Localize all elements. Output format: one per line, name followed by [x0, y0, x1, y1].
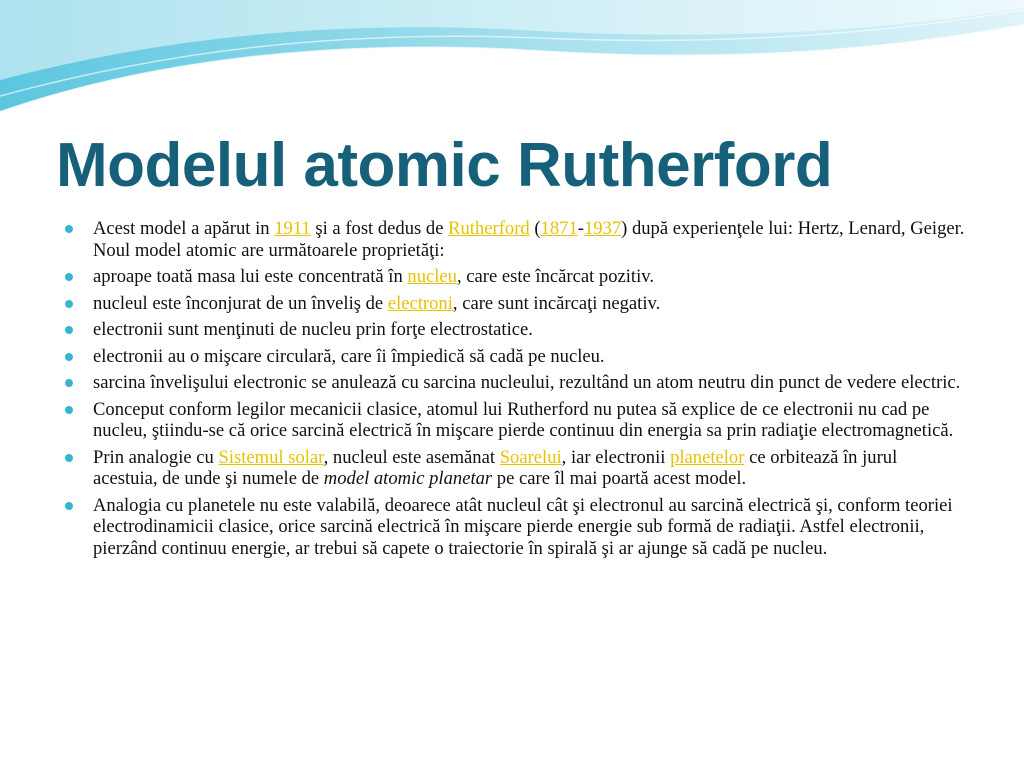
emphasis-text: model atomic planetar — [323, 468, 493, 489]
bullet-icon — [65, 353, 73, 361]
link-soarelui[interactable]: Soarelui — [499, 446, 562, 468]
bullet-icon — [65, 225, 73, 233]
bullet-icon — [65, 502, 73, 510]
link-sistemul-solar[interactable]: Sistemul solar — [218, 446, 324, 468]
bullet-icon — [65, 326, 73, 334]
link-1871[interactable]: 1871 — [540, 218, 578, 239]
bullet-item: sarcina învelişului electronic se anulează cu sarcina nucleului, rezultând un atom neutru din punct de vedere electric. — [65, 372, 965, 394]
bullet-icon — [65, 379, 73, 387]
link-nucleu[interactable]: nucleu — [407, 266, 457, 287]
link-1937[interactable]: 1937 — [583, 218, 622, 239]
bullet-icon — [65, 406, 73, 414]
bullet-item: nucleul este înconjurat de un înveliş de electroni, care sunt incărcaţi negativ. — [65, 293, 965, 315]
header-wave-decoration — [0, 0, 1024, 130]
link-1911[interactable]: 1911 — [274, 218, 311, 239]
bullet-icon — [65, 273, 73, 281]
bullet-item: aproape toată masa lui este concentrată în nucleu, care este încărcat pozitiv. — [65, 266, 965, 288]
bullet-item: Conceput conform legilor mecanicii clasice, atomul lui Rutherford nu putea să explice de ce electronii nu cad pe nucleu, ştiindu-se că orice sarcină electrică în mişcare pierde continuu din energia sa prin radiaţie electromagnetică. — [65, 399, 965, 442]
bullet-item: Acest model a apărut in 1911 şi a fost dedus de Rutherford (1871-1937) după experienţele lui: Hertz, Lenard, Geiger. Noul model atomic are următoarele proprietăţi: — [65, 218, 965, 261]
bullet-icon — [65, 454, 73, 462]
link-planetelor[interactable]: planetelor — [670, 446, 745, 468]
link-electroni[interactable]: electroni — [387, 292, 453, 314]
bullet-item: Analogia cu planetele nu este valabilă, deoarece atât nucleul cât şi electronul au sarcină electrică şi, conform teoriei electrodinamicii clasice, orice sarcină electrică în mişcare pierde energie sub formă de radiaţii. Astfel electronii, pierzând continuu energie, ar trebui să capete o traiectorie în spirală şi ar ajunge să cadă pe nucleu. — [65, 495, 965, 560]
link-rutherford[interactable]: Rutherford — [448, 218, 530, 239]
bullet-list — [65, 218, 965, 564]
bullet-item: electronii au o mişcare circulară, care îi împiedică să cadă pe nucleu. — [65, 346, 965, 368]
bullet-item: electronii sunt menţinuti de nucleu prin forţe electrostatice. — [65, 319, 965, 341]
bullet-icon — [65, 300, 73, 308]
bullet-item: Prin analogie cu Sistemul solar, nucleul este asemănat Soarelui, iar electronii planetelor ce orbitează în jurul acestuia, de unde şi numele de model atomic planetar pe care îl mai poartă acest model. — [65, 447, 965, 490]
slide-title: Modelul atomic Rutherford — [56, 131, 833, 200]
